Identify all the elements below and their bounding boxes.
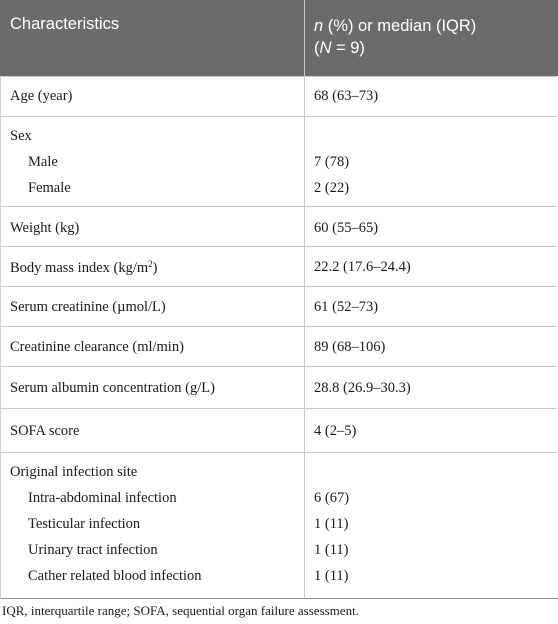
row-label: Body mass index $(kg/m^2)$ (10, 259, 158, 276)
row-sublabel-testicular: Testicular infection (28, 516, 141, 532)
table-row-albumin (0, 366, 557, 409)
row-value-testicular: 1 (11) (314, 516, 349, 532)
row-value: 61 (52–73) (314, 299, 379, 315)
table-row-sex (0, 116, 557, 207)
table-row-creatinine (0, 286, 557, 327)
header-characteristics: Characteristics (10, 15, 120, 33)
table-footnote: IQR, interquartile range; SOFA, sequential organ failure assessment. (2, 603, 359, 618)
row-label: Serum creatinine (µmol/L) (10, 299, 166, 315)
row-sublabel-cather: Cather related blood infection (28, 568, 202, 584)
row-value: 22.2 (17.6–24.4) (314, 259, 411, 275)
row-value-female: 2 (22) (314, 180, 350, 196)
row-label: Age (year) (10, 88, 73, 104)
row-value: 68 (63–73) (314, 88, 379, 104)
table-row-weight (0, 206, 557, 247)
row-label: Weight (kg) (10, 220, 80, 236)
row-sublabel-male: Male (28, 154, 58, 170)
row-label: SOFA score (10, 423, 80, 439)
row-label: Serum albumin concentration (g/L) (10, 380, 215, 396)
table-row-age (0, 76, 557, 117)
table-header (0, 0, 558, 76)
header-value-column: n (%) or median (IQR) (N = 9) (314, 17, 477, 57)
row-value: 89 (68–106) (314, 339, 386, 355)
row-value: 4 (2–5) (314, 423, 357, 439)
row-label: Sex (10, 128, 32, 144)
row-label: Original infection site (10, 464, 138, 480)
row-label: Creatinine clearance (ml/min) (10, 339, 184, 355)
row-sublabel-intra-abdominal: Intra-abdominal infection (28, 490, 177, 506)
row-value-intra-abdominal: 6 (67) (314, 490, 350, 506)
table-row-bmi (0, 246, 557, 287)
row-sublabel-urinary: Urinary tract infection (28, 542, 158, 558)
table-row-infection-site (0, 452, 557, 599)
row-value: 28.8 (26.9–30.3) (314, 380, 411, 396)
row-value-male: 7 (78) (314, 154, 350, 170)
row-value-urinary: 1 (11) (314, 542, 349, 558)
row-value-cather: 1 (11) (314, 568, 349, 584)
table-row-clearance (0, 326, 557, 367)
row-sublabel-female: Female (28, 180, 71, 196)
row-value: 60 (55–65) (314, 220, 379, 236)
table-row-sofa (0, 408, 557, 453)
